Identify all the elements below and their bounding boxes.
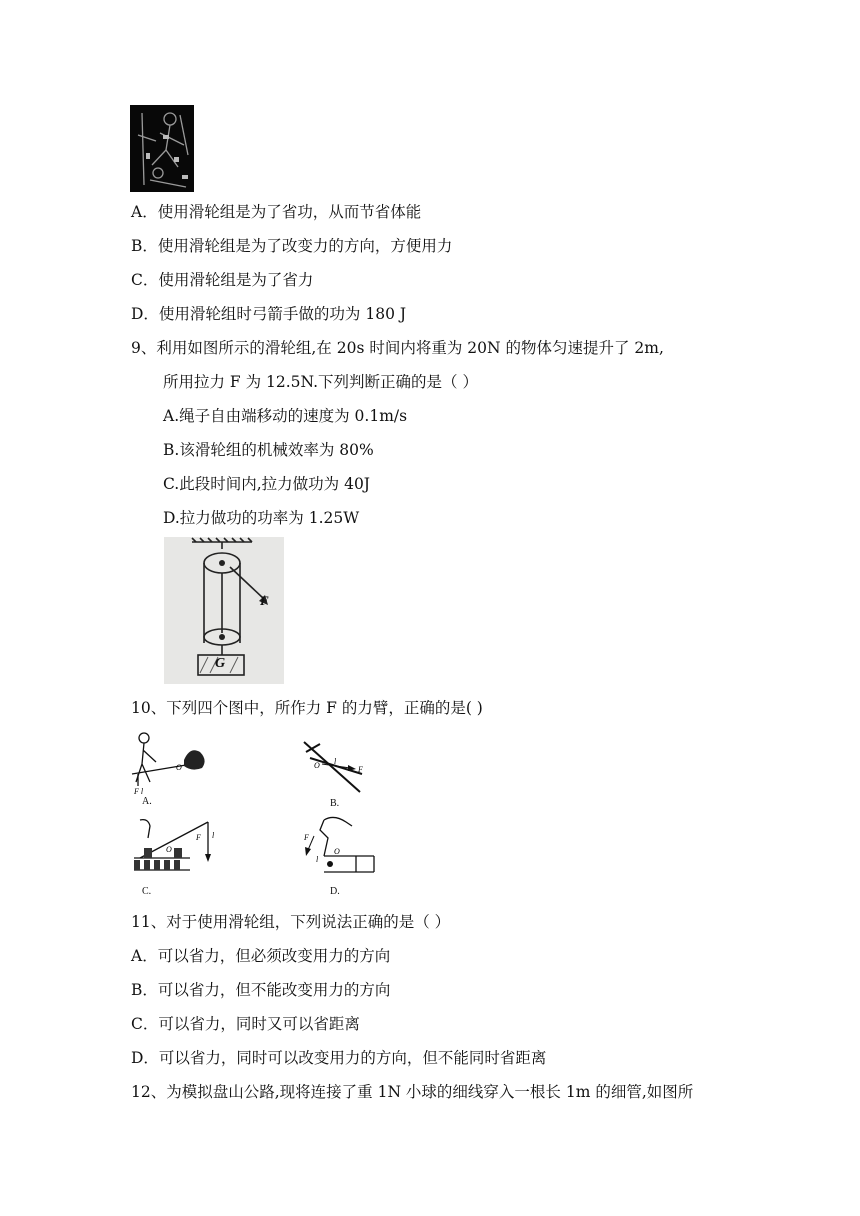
svg-text:l: l: [334, 757, 337, 766]
svg-text:O: O: [334, 847, 340, 856]
force-label: F: [260, 593, 269, 608]
q10-stem: 10、下列四个图中，所作力 F 的力臂，正确的是( ): [131, 699, 483, 717]
q9-option-c: C.此段时间内,拉力做功为 40J: [163, 475, 371, 493]
q9-stem-line2: 所用拉力 F 为 12.5N.下列判断正确的是（ ）: [163, 373, 478, 391]
svg-text:F l: F l: [134, 787, 144, 796]
q9-option-a: A.绳子自由端移动的速度为 0.1m/s: [163, 407, 408, 425]
svg-text:F: F: [358, 765, 363, 774]
caption-b: B.: [330, 798, 340, 809]
lever-figure-a: [128, 730, 208, 810]
svg-text:O: O: [314, 761, 320, 770]
q9-option-d: D.拉力做功的功率为 1.25W: [163, 509, 360, 527]
q11-option-b: B．可以省力，但不能改变用力的方向: [131, 981, 391, 999]
caption-d: D.: [330, 886, 340, 897]
svg-text:l: l: [316, 855, 319, 864]
q11-option-c: C．可以省力，同时又可以省距离: [131, 1015, 360, 1033]
svg-text:O: O: [166, 845, 172, 854]
archer-pulley-figure: [130, 105, 194, 192]
q8-option-a: A．使用滑轮组是为了省功，从而节省体能: [131, 203, 422, 221]
lever-figure-d: [300, 816, 378, 900]
caption-a: A.: [142, 796, 152, 807]
weight-label: G: [215, 656, 226, 671]
q8-option-b: B．使用滑轮组是为了改变力的方向，方便用力: [131, 237, 453, 255]
q9-option-b: B.该滑轮组的机械效率为 80%: [163, 441, 374, 459]
caption-c: C.: [142, 886, 152, 897]
q9-stem-line1: 9、利用如图所示的滑轮组,在 20s 时间内将重为 20N 的物体匀速提升了 2m,: [131, 339, 664, 357]
q12-stem: 12、为模拟盘山公路,现将连接了重 1N 小球的细线穿入一根长 1m 的细管,如图所: [131, 1083, 694, 1101]
q8-option-c: C．使用滑轮组是为了省力: [131, 271, 314, 289]
pulley-system-figure: [164, 537, 284, 684]
svg-text:O: O: [176, 763, 182, 772]
svg-text:F: F: [304, 833, 309, 842]
lever-figure-b: [300, 738, 372, 812]
q11-stem: 11、对于使用滑轮组，下列说法正确的是（ ）: [131, 913, 451, 931]
svg-text:F: F: [196, 833, 201, 842]
lever-figure-c: [130, 818, 220, 900]
q8-option-d: D．使用滑轮组时弓箭手做的功为 180 J: [131, 305, 407, 323]
svg-text:l: l: [212, 831, 215, 840]
q11-option-d: D．可以省力，同时可以改变用力的方向，但不能同时省距离: [131, 1049, 547, 1067]
q11-option-a: A．可以省力，但必须改变用力的方向: [131, 947, 391, 965]
